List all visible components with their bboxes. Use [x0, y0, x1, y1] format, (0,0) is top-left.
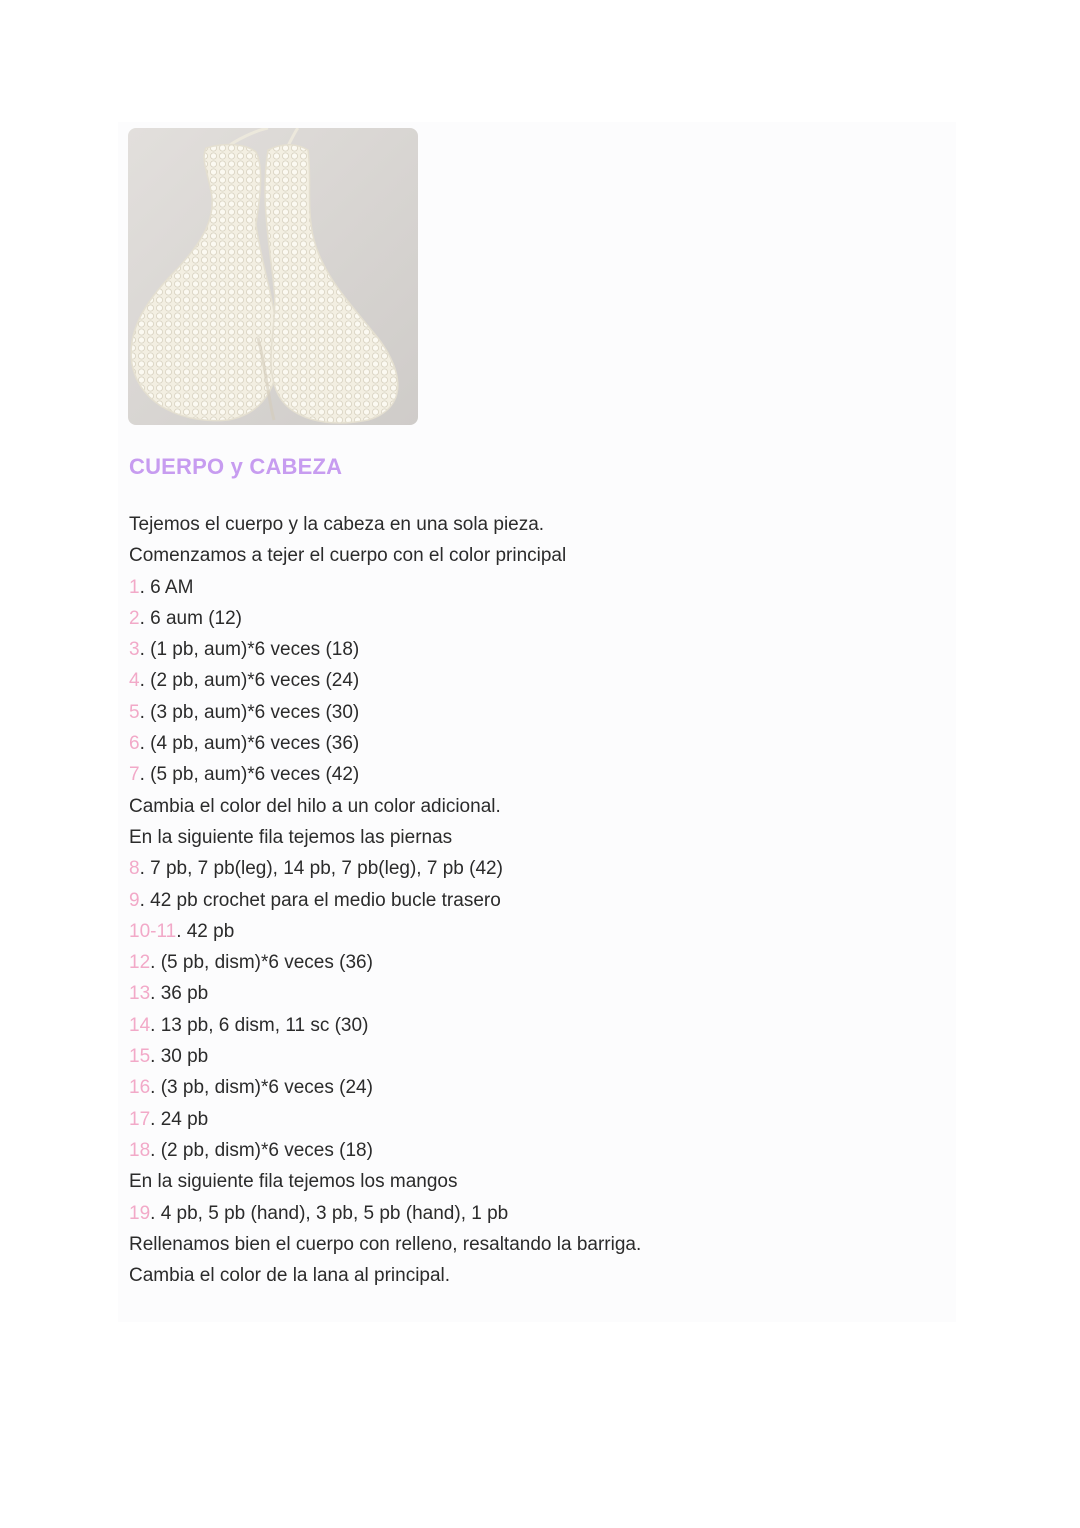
round-number: 10-11 [129, 920, 177, 942]
round-number: 9 [129, 889, 140, 911]
line-text: . 42 pb [176, 920, 235, 942]
line-text: . 42 pb crochet para el medio bucle trasero [139, 889, 501, 911]
round-number: 6 [129, 733, 140, 755]
line-text: Tejemos el cuerpo y la cabeza en una sola pieza. [129, 514, 545, 535]
pattern-round-line [129, 572, 929, 603]
pattern-round-line [129, 759, 929, 790]
pattern-round-line [129, 728, 929, 759]
round-number: 14 [129, 1014, 151, 1036]
round-number: 3 [129, 639, 140, 661]
line-text: En la siguiente fila tejemos las piernas [129, 826, 453, 848]
round-number: 18 [129, 1139, 151, 1161]
crochet-pieces-photo [128, 128, 418, 425]
round-number: 19 [129, 1202, 151, 1224]
pattern-round-line [129, 885, 929, 916]
pattern-round-line [129, 947, 929, 978]
pattern-round-line [129, 1072, 929, 1103]
line-text: . (3 pb, dism)*6 veces (24) [150, 1077, 373, 1099]
line-text: . (2 pb, aum)*6 veces (24) [139, 670, 360, 692]
round-number: 13 [129, 983, 151, 1005]
instruction-line [129, 822, 929, 853]
pattern-round-line [129, 697, 929, 728]
round-number: 17 [129, 1108, 151, 1130]
pattern-round-line [129, 603, 929, 634]
round-number: 12 [129, 952, 151, 974]
pattern-round-line [129, 978, 929, 1009]
instruction-line [129, 540, 929, 571]
instruction-line [129, 791, 929, 822]
pattern-round-line [129, 665, 929, 696]
round-number: 15 [129, 1046, 151, 1068]
round-number: 8 [129, 858, 140, 880]
pattern-round-line [129, 634, 929, 665]
instruction-line [129, 1166, 929, 1197]
line-text: . 13 pb, 6 dism, 11 sc (30) [150, 1014, 369, 1036]
line-text: . 6 aum (12) [139, 607, 243, 629]
round-number: 2 [129, 607, 140, 629]
pattern-round-line [129, 1010, 929, 1041]
instruction-line [129, 509, 929, 540]
round-number: 7 [129, 764, 140, 786]
line-text: . (3 pb, aum)*6 veces (30) [139, 701, 360, 723]
line-text: . 7 pb, 7 pb(leg), 14 pb, 7 pb(leg), 7 pb (42) [139, 858, 503, 880]
line-text: . 6 AM [139, 576, 194, 598]
pattern-round-line [129, 1135, 929, 1166]
line-text: Rellenamos bien el cuerpo con relleno, resaltando la barriga. [129, 1233, 642, 1255]
pattern-round-line [129, 916, 929, 947]
pattern-round-line [129, 1198, 929, 1229]
instruction-line [129, 1229, 929, 1260]
instruction-line [129, 1260, 929, 1291]
section-title: CUERPO y CABEZA [129, 454, 343, 479]
line-text: . (4 pb, aum)*6 veces (36) [139, 733, 360, 755]
pattern-round-line [129, 1041, 929, 1072]
pattern-round-line [129, 853, 929, 884]
round-number: 1 [129, 576, 140, 598]
line-text: . 30 pb [150, 1046, 209, 1068]
pattern-instructions [129, 509, 929, 1291]
line-text: Comenzamos a tejer el cuerpo con el color principal [129, 545, 567, 567]
line-text: . 4 pb, 5 pb (hand), 3 pb, 5 pb (hand), 1 pb [150, 1202, 509, 1224]
line-text: . (2 pb, dism)*6 veces (18) [150, 1139, 373, 1161]
round-number: 5 [129, 701, 140, 723]
line-text: Cambia el color del hilo a un color adicional. [129, 795, 501, 817]
line-text: Cambia el color de la lana al principal. [129, 1265, 451, 1287]
line-text: En la siguiente fila tejemos los mangos [129, 1171, 458, 1193]
pattern-round-line [129, 1104, 929, 1135]
round-number: 16 [129, 1077, 151, 1099]
line-text: . (5 pb, aum)*6 veces (42) [139, 764, 360, 786]
round-number: 4 [129, 670, 140, 692]
line-text: . (1 pb, aum)*6 veces (18) [139, 639, 360, 661]
line-text: . 24 pb [150, 1108, 209, 1130]
line-text: . 36 pb [150, 983, 209, 1005]
line-text: . (5 pb, dism)*6 veces (36) [150, 952, 373, 974]
